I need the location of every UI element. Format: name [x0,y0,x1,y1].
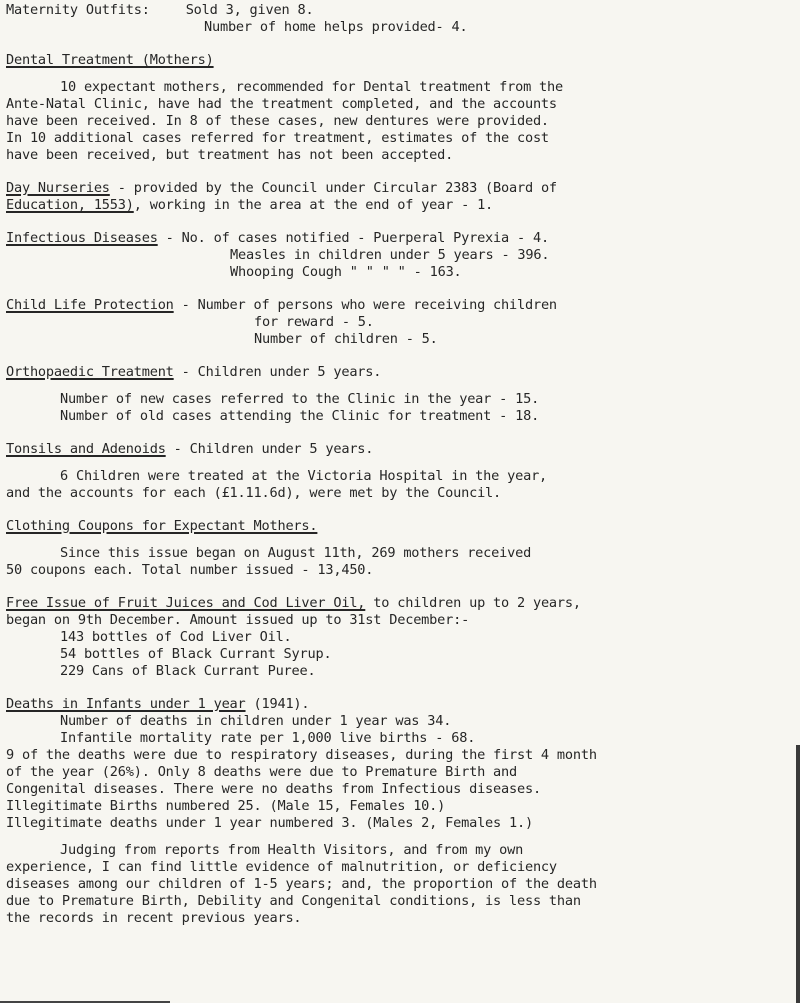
deaths-heading-rest: (1941). [245,696,310,712]
deaths-line-2: of the year (26%). Only 8 deaths were due to Premature Birth and [6,764,517,780]
orthopaedic-heading-line [6,364,796,381]
fruit-item-black-currant-puree: 229 Cans of Black Currant Puree. [60,663,316,679]
tonsils-heading-line [6,441,796,458]
infectious-measles: Measles in children under 5 years - 396. [230,247,550,263]
judging-line-4: due to Premature Birth, Debility and Congenital conditions, is less than [6,893,581,909]
deaths-line-count: Number of deaths in children under 1 year was 34. [60,713,452,729]
orthopaedic-heading-rest: - Children under 5 years. [173,364,382,380]
dental-line-2: Ante-Natal Clinic, have had the treatment completed, and the accounts [6,96,557,112]
orthopaedic-heading: Orthopaedic Treatment [6,364,174,380]
fruit-heading: Free Issue of Fruit Juices and Cod Liver Oil, [6,595,366,611]
child-life-line-1 [6,297,796,314]
day-nurseries-line-1 [6,180,796,197]
tonsils-line-1: 6 Children were treated at the Victoria Hospital in the year, [60,468,548,484]
judging-line-2: experience, I can find little evidence of malnutrition, or deficiency [6,859,557,875]
dental-line-5: have been received, but treatment has not been accepted. [6,147,454,163]
tonsils-heading: Tonsils and Adenoids [6,441,166,457]
home-helps-line: Number of home helps provided- 4. [204,19,468,35]
day-nurseries-line-2 [6,197,796,214]
deaths-illegitimate-deaths: Illegitimate deaths under 1 year numbered 3. (Males 2, Females 1.) [6,815,533,831]
dental-heading-text: Dental Treatment (Mothers) [6,52,214,68]
clothing-line-1: Since this issue began on August 11th, 269 mothers received [60,545,532,561]
maternity-outfits-value: Sold 3, given 8. [185,2,314,18]
day-nurseries-heading-2: Education, 1553) [6,197,134,213]
tonsils-heading-rest: - Children under 5 years. [165,441,374,457]
dental-line-1: 10 expectant mothers, recommended for Dental treatment from the [60,79,564,95]
day-nurseries-text-2: , working in the area at the end of year - 1. [133,197,494,213]
dental-line-3: have been received. In 8 of these cases, new dentures were provided. [6,113,549,129]
deaths-line-rate: Infantile mortality rate per 1,000 live births - 68. [60,730,476,746]
infectious-heading: Infectious Diseases [6,230,158,246]
child-life-reward: for reward - 5. [254,314,374,330]
fruit-heading-rest: to children up to 2 years, [365,595,581,611]
dental-line-4: In 10 additional cases referred for treatment, estimates of the cost [6,130,549,146]
judging-line-5: the records in recent previous years. [6,910,302,926]
deaths-illegitimate-births: Illegitimate Births numbered 25. (Male 15, Females 10.) [6,798,446,814]
clothing-heading: Clothing Coupons for Expectant Mothers. [6,518,318,534]
child-life-heading: Child Life Protection [6,297,174,313]
day-nurseries-text-1: - provided by the Council under Circular 2383 (Board of [109,180,557,196]
fruit-item-black-currant-syrup: 54 bottles of Black Currant Syrup. [60,646,332,662]
maternity-outfits-line [6,2,796,19]
dental-heading [6,52,796,69]
page-edge-shadow [796,745,800,1003]
deaths-heading-line [6,696,796,713]
fruit-line-1: began on 9th December. Amount issued up to 31st December:- [6,612,470,628]
tonsils-line-2: and the accounts for each (£1.11.6d), were met by the Council. [6,485,502,501]
maternity-outfits-label: Maternity Outfits: [6,2,150,18]
day-nurseries-heading: Day Nurseries [6,180,110,196]
deaths-line-1: 9 of the deaths were due to respiratory diseases, during the first 4 month [6,747,597,763]
fruit-heading-line [6,595,796,612]
fruit-item-cod-liver-oil: 143 bottles of Cod Liver Oil. [60,629,292,645]
judging-line-1: Judging from reports from Health Visitors, and from my own [60,842,524,858]
infectious-line-1 [6,230,796,247]
deaths-line-3: Congenital diseases. There were no deaths from Infectious diseases. [6,781,541,797]
child-life-text-1: - Number of persons who were receiving children [173,297,557,313]
clothing-line-2: 50 coupons each. Total number issued - 13,450. [6,562,374,578]
infectious-whooping-cough: Whooping Cough " " " " - 163. [230,264,462,280]
judging-line-3: diseases among our children of 1-5 years; and, the proportion of the death [6,876,597,892]
deaths-heading: Deaths in Infants under 1 year [6,696,246,712]
orthopaedic-new-cases: Number of new cases referred to the Clinic in the year - 15. [60,391,540,407]
clothing-heading-line [6,518,796,535]
child-life-children: Number of children - 5. [254,331,438,347]
orthopaedic-old-cases: Number of old cases attending the Clinic for treatment - 18. [60,408,540,424]
infectious-text-1: - No. of cases notified - Puerperal Pyrexia - 4. [157,230,549,246]
